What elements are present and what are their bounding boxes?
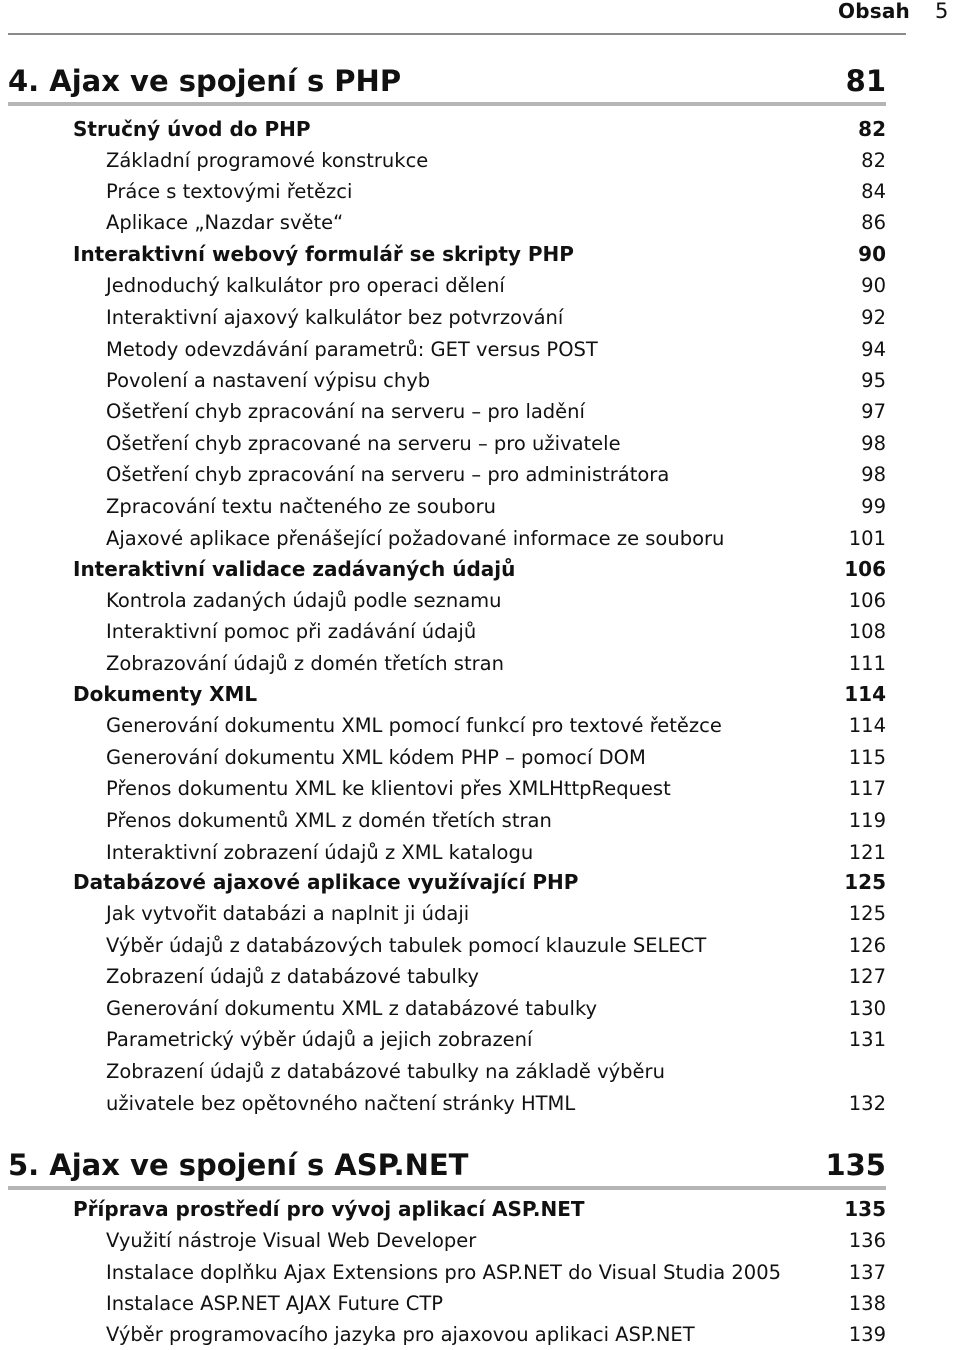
subsection-page-number: 86 — [861, 211, 886, 234]
subsection-page-number: 115 — [848, 746, 886, 769]
chapter-title: 4. Ajax ve spojení s PHP — [8, 64, 402, 98]
subsection-page-number: 97 — [861, 400, 886, 423]
subsection-page-number: 121 — [848, 841, 886, 864]
subsection-page-number: 108 — [848, 620, 886, 643]
toc-subsection[interactable] — [106, 1261, 886, 1291]
section-title: Příprava prostředí pro vývoj aplikací ASP.NET — [73, 1197, 585, 1221]
subsection-title: Povolení a nastavení výpisu chyb — [106, 369, 431, 392]
subsection-page-number: 132 — [848, 1092, 886, 1115]
section-title: Stručný úvod do PHP — [73, 117, 311, 141]
chapter-rule — [8, 102, 886, 106]
subsection-title: Ošetření chyb zpracování na serveru – pro administrátora — [106, 463, 670, 486]
toc-section[interactable] — [73, 242, 886, 272]
toc-subsection[interactable] — [106, 527, 886, 557]
subsection-title-line-1: Zobrazení údajů z databázové tabulky na základě výběru — [106, 1060, 665, 1083]
subsection-page-number: 119 — [848, 809, 886, 832]
toc-subsection[interactable] — [106, 652, 886, 682]
chapter-rule — [8, 1186, 886, 1190]
subsection-page-number: 125 — [848, 902, 886, 925]
section-page-number: 114 — [844, 682, 886, 706]
subsection-title: Přenos dokumentu XML ke klientovi přes XMLHttpRequest — [106, 777, 671, 800]
chapter-heading[interactable] — [8, 64, 886, 108]
toc-subsection[interactable] — [106, 369, 886, 399]
section-title: Interaktivní validace zadávaných údajů — [73, 557, 516, 581]
subsection-page-number: 101 — [848, 527, 886, 550]
section-page-number: 82 — [858, 117, 886, 141]
subsection-title: Parametrický výběr údajů a jejich zobrazení — [106, 1028, 533, 1051]
chapter-page-number: 135 — [825, 1148, 886, 1182]
subsection-title: Generování dokumentu XML z databázové tabulky — [106, 997, 598, 1020]
toc-subsection[interactable] — [106, 777, 886, 807]
running-header-title: Obsah — [838, 0, 910, 23]
subsection-page-number: 114 — [848, 714, 886, 737]
subsection-title: Instalace ASP.NET AJAX Future CTP — [106, 1292, 444, 1315]
subsection-title-line-2: uživatele bez opětovného načtení stránky HTML — [106, 1092, 576, 1115]
subsection-title: Výběr programovacího jazyka pro ajaxovou aplikaci ASP.NET — [106, 1323, 695, 1346]
toc-section[interactable] — [73, 682, 886, 712]
toc-section[interactable] — [73, 870, 886, 900]
subsection-page-number: 95 — [861, 369, 886, 392]
subsection-title: Interaktivní ajaxový kalkulátor bez potvrzování — [106, 306, 564, 329]
subsection-title: Základní programové konstrukce — [106, 149, 429, 172]
toc-subsection[interactable] — [106, 714, 886, 744]
toc-section[interactable] — [73, 117, 886, 147]
toc-subsection[interactable] — [106, 149, 886, 179]
subsection-page-number: 130 — [848, 997, 886, 1020]
toc-subsection[interactable] — [106, 338, 886, 368]
subsection-title: Kontrola zadaných údajů podle seznamu — [106, 589, 502, 612]
subsection-title: Instalace doplňku Ajax Extensions pro ASP.NET do Visual Studia 2005 — [106, 1261, 782, 1284]
subsection-page-number: 98 — [861, 432, 886, 455]
subsection-page-number: 138 — [848, 1292, 886, 1315]
section-page-number: 106 — [844, 557, 886, 581]
toc-subsection[interactable] — [106, 1056, 886, 1120]
subsection-title: Výběr údajů z databázových tabulek pomocí klauzule SELECT — [106, 934, 707, 957]
subsection-page-number: 136 — [848, 1229, 886, 1252]
running-header — [0, 0, 960, 40]
subsection-title: Ošetření chyb zpracované na serveru – pro uživatele — [106, 432, 621, 455]
subsection-title: Jednoduchý kalkulátor pro operaci dělení — [106, 274, 505, 297]
toc-subsection[interactable] — [106, 965, 886, 995]
section-title: Dokumenty XML — [73, 682, 258, 706]
subsection-title: Přenos dokumentů XML z domén třetích stran — [106, 809, 552, 832]
toc-subsection[interactable] — [106, 809, 886, 839]
section-page-number: 90 — [858, 242, 886, 266]
subsection-page-number: 94 — [861, 338, 886, 361]
subsection-page-number: 92 — [861, 306, 886, 329]
toc-subsection[interactable] — [106, 1323, 886, 1350]
section-page-number: 125 — [844, 870, 886, 894]
subsection-title: Práce s textovými řetězci — [106, 180, 353, 203]
subsection-page-number: 139 — [848, 1323, 886, 1346]
toc-subsection[interactable] — [106, 432, 886, 462]
toc-subsection[interactable] — [106, 306, 886, 336]
subsection-title: Metody odevzdávání parametrů: GET versus POST — [106, 338, 598, 361]
subsection-page-number: 84 — [861, 180, 886, 203]
subsection-title: Generování dokumentu XML kódem PHP – pomocí DOM — [106, 746, 646, 769]
toc-subsection[interactable] — [106, 211, 886, 241]
subsection-page-number: 131 — [848, 1028, 886, 1051]
toc-subsection[interactable] — [106, 902, 886, 932]
toc-subsection[interactable] — [106, 1028, 886, 1058]
toc-subsection[interactable] — [106, 589, 886, 619]
toc-subsection[interactable] — [106, 180, 886, 210]
subsection-title: Zobrazování údajů z domén třetích stran — [106, 652, 504, 675]
section-page-number: 135 — [844, 1197, 886, 1221]
subsection-page-number: 117 — [848, 777, 886, 800]
chapter-page-number: 81 — [845, 64, 886, 98]
running-header-page-number: 5 — [935, 0, 949, 23]
section-title: Interaktivní webový formulář se skripty PHP — [73, 242, 574, 266]
header-rule — [8, 33, 906, 35]
subsection-page-number: 98 — [861, 463, 886, 486]
subsection-title: Interaktivní pomoc při zadávání údajů — [106, 620, 477, 643]
subsection-title: Jak vytvořit databázi a naplnit ji údaji — [106, 902, 470, 925]
subsection-page-number: 82 — [861, 149, 886, 172]
chapter-title: 5. Ajax ve spojení s ASP.NET — [8, 1148, 469, 1182]
toc-subsection[interactable] — [106, 746, 886, 776]
subsection-title: Ošetření chyb zpracování na serveru – pro ladění — [106, 400, 585, 423]
subsection-title: Ajaxové aplikace přenášející požadované informace ze souboru — [106, 527, 725, 550]
section-title: Databázové ajaxové aplikace využívající PHP — [73, 870, 579, 894]
toc-subsection[interactable] — [106, 841, 886, 871]
toc-subsection[interactable] — [106, 274, 886, 304]
subsection-page-number: 137 — [848, 1261, 886, 1284]
subsection-title: Využití nástroje Visual Web Developer — [106, 1229, 477, 1252]
toc-subsection[interactable] — [106, 997, 886, 1027]
subsection-page-number: 126 — [848, 934, 886, 957]
toc-section[interactable] — [73, 557, 886, 587]
toc-subsection[interactable] — [106, 463, 886, 493]
subsection-title: Zobrazení údajů z databázové tabulky — [106, 965, 479, 988]
toc-subsection[interactable] — [106, 1229, 886, 1259]
toc-subsection[interactable] — [106, 934, 886, 964]
subsection-page-number: 111 — [848, 652, 886, 675]
subsection-page-number: 106 — [848, 589, 886, 612]
subsection-title: Generování dokumentu XML pomocí funkcí pro textové řetězce — [106, 714, 722, 737]
subsection-title: Interaktivní zobrazení údajů z XML katalogu — [106, 841, 534, 864]
toc-subsection[interactable] — [106, 620, 886, 650]
toc-subsection[interactable] — [106, 1292, 886, 1322]
chapter-heading[interactable] — [8, 1148, 886, 1192]
toc-subsection[interactable] — [106, 495, 886, 525]
subsection-title: Zpracování textu načteného ze souboru — [106, 495, 496, 518]
subsection-page-number: 90 — [861, 274, 886, 297]
toc-section[interactable] — [73, 1197, 886, 1227]
toc-subsection[interactable] — [106, 400, 886, 430]
subsection-page-number: 127 — [848, 965, 886, 988]
subsection-page-number: 99 — [861, 495, 886, 518]
subsection-title: Aplikace „Nazdar světe“ — [106, 211, 344, 234]
